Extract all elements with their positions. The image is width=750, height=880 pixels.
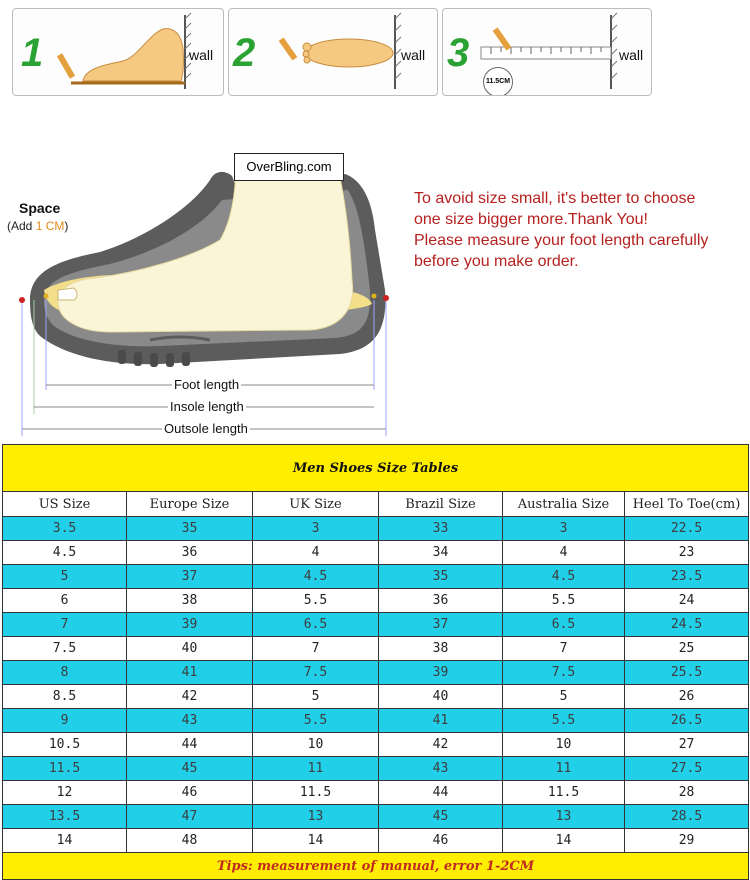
notice-line: Please measure your foot length carefully <box>414 232 709 249</box>
table-cell: 7 <box>503 637 625 661</box>
table-cell: 40 <box>379 685 503 709</box>
table-cell: 4.5 <box>503 565 625 589</box>
column-header: UK Size <box>253 492 379 517</box>
column-header: Heel To Toe(cm) <box>625 492 749 517</box>
table-cell: 36 <box>379 589 503 613</box>
table-cell: 5.5 <box>253 709 379 733</box>
ruler-measurement-badge: 11.5CM <box>483 67 513 96</box>
table-cell: 33 <box>379 517 503 541</box>
table-cell: 22.5 <box>625 517 749 541</box>
table-cell: 14 <box>3 829 127 853</box>
table-cell: 23 <box>625 541 749 565</box>
measure-step-3 <box>442 8 652 96</box>
shoe-length-diagram <box>0 140 420 440</box>
wall-label: wall <box>619 47 644 63</box>
table-cell: 26.5 <box>625 709 749 733</box>
table-row <box>3 829 749 853</box>
table-row <box>3 661 749 685</box>
size-table <box>2 444 749 880</box>
table-cell: 10.5 <box>3 733 127 757</box>
table-cell: 7 <box>253 637 379 661</box>
table-cell: 5 <box>3 565 127 589</box>
table-cell: 3 <box>253 517 379 541</box>
tips-row <box>3 853 749 880</box>
step-number: 1 <box>21 31 44 75</box>
table-cell: 46 <box>127 781 253 805</box>
table-cell: 13.5 <box>3 805 127 829</box>
table-cell: 42 <box>379 733 503 757</box>
space-add-note <box>7 219 68 233</box>
table-row <box>3 541 749 565</box>
table-cell: 41 <box>379 709 503 733</box>
table-header-row <box>3 492 749 517</box>
table-cell: 38 <box>379 637 503 661</box>
table-row <box>3 613 749 637</box>
table-cell: 44 <box>127 733 253 757</box>
table-cell: 34 <box>379 541 503 565</box>
table-cell: 28.5 <box>625 805 749 829</box>
table-row <box>3 709 749 733</box>
table-row <box>3 517 749 541</box>
table-cell: 9 <box>3 709 127 733</box>
table-cell: 25 <box>625 637 749 661</box>
table-cell: 13 <box>503 805 625 829</box>
table-row <box>3 805 749 829</box>
foot-length-label: Foot length <box>174 377 240 392</box>
table-cell: 7.5 <box>503 661 625 685</box>
table-cell: 5.5 <box>503 709 625 733</box>
table-cell: 25.5 <box>625 661 749 685</box>
table-cell: 4 <box>503 541 625 565</box>
table-cell: 44 <box>379 781 503 805</box>
table-cell: 5 <box>503 685 625 709</box>
measure-step-1 <box>12 8 224 96</box>
table-row <box>3 781 749 805</box>
table-cell: 11 <box>503 757 625 781</box>
notice-line: before you make order. <box>414 253 579 270</box>
table-cell: 8 <box>3 661 127 685</box>
table-cell: 13 <box>253 805 379 829</box>
step-number: 3 <box>447 31 470 75</box>
table-cell: 5.5 <box>503 589 625 613</box>
notice-line: To avoid size small, it's better to choose <box>414 190 696 207</box>
table-cell: 35 <box>379 565 503 589</box>
table-cell: 23.5 <box>625 565 749 589</box>
table-cell: 8.5 <box>3 685 127 709</box>
table-cell: 40 <box>127 637 253 661</box>
brand-label: OverBling.com <box>234 153 344 181</box>
column-header: Australia Size <box>503 492 625 517</box>
table-row <box>3 589 749 613</box>
table-cell: 10 <box>253 733 379 757</box>
table-cell: 24.5 <box>625 613 749 637</box>
measure-step-2 <box>228 8 438 96</box>
table-cell: 11.5 <box>253 781 379 805</box>
table-cell: 46 <box>379 829 503 853</box>
tips-text: Tips: measurement of manual, error 1-2CM <box>3 853 749 880</box>
insole-length-label: Insole length <box>170 399 244 414</box>
table-cell: 6.5 <box>503 613 625 637</box>
table-cell: 11.5 <box>503 781 625 805</box>
step-number: 2 <box>233 31 256 75</box>
table-row <box>3 733 749 757</box>
table-cell: 6.5 <box>253 613 379 637</box>
table-cell: 45 <box>127 757 253 781</box>
table-cell: 36 <box>127 541 253 565</box>
table-cell: 41 <box>127 661 253 685</box>
space-add-value: 1 CM <box>35 219 65 233</box>
wall-label: wall <box>189 47 214 63</box>
table-cell: 35 <box>127 517 253 541</box>
table-cell: 7 <box>3 613 127 637</box>
table-cell: 43 <box>379 757 503 781</box>
table-cell: 28 <box>625 781 749 805</box>
column-header: Brazil Size <box>379 492 503 517</box>
space-add-prefix: (Add <box>7 219 36 233</box>
table-cell: 27.5 <box>625 757 749 781</box>
table-cell: 5.5 <box>253 589 379 613</box>
table-cell: 7.5 <box>253 661 379 685</box>
table-row <box>3 637 749 661</box>
table-cell: 11 <box>253 757 379 781</box>
table-cell: 39 <box>379 661 503 685</box>
table-cell: 3.5 <box>3 517 127 541</box>
space-add-suffix: ) <box>64 219 69 233</box>
table-title-row <box>3 445 749 492</box>
table-cell: 11.5 <box>3 757 127 781</box>
table-cell: 29 <box>625 829 749 853</box>
table-cell: 26 <box>625 685 749 709</box>
outsole-length-label: Outsole length <box>164 421 248 436</box>
table-cell: 6 <box>3 589 127 613</box>
sizing-notice <box>414 188 750 272</box>
table-row <box>3 685 749 709</box>
table-cell: 42 <box>127 685 253 709</box>
table-cell: 37 <box>127 565 253 589</box>
table-cell: 14 <box>503 829 625 853</box>
table-cell: 3 <box>503 517 625 541</box>
table-cell: 43 <box>127 709 253 733</box>
space-title: Space <box>19 200 61 216</box>
table-cell: 27 <box>625 733 749 757</box>
wall-label: wall <box>401 47 426 63</box>
table-cell: 10 <box>503 733 625 757</box>
table-cell: 14 <box>253 829 379 853</box>
table-row <box>3 565 749 589</box>
table-cell: 38 <box>127 589 253 613</box>
table-cell: 24 <box>625 589 749 613</box>
table-cell: 12 <box>3 781 127 805</box>
table-cell: 4.5 <box>3 541 127 565</box>
table-cell: 4.5 <box>253 565 379 589</box>
column-header: Europe Size <box>127 492 253 517</box>
table-cell: 5 <box>253 685 379 709</box>
table-cell: 48 <box>127 829 253 853</box>
table-cell: 37 <box>379 613 503 637</box>
table-row <box>3 757 749 781</box>
table-cell: 4 <box>253 541 379 565</box>
notice-line: one size bigger more.Thank You! <box>414 211 648 228</box>
table-cell: 7.5 <box>3 637 127 661</box>
table-title: Men Shoes Size Tables <box>3 445 749 492</box>
table-cell: 47 <box>127 805 253 829</box>
column-header: US Size <box>3 492 127 517</box>
table-cell: 39 <box>127 613 253 637</box>
table-cell: 45 <box>379 805 503 829</box>
